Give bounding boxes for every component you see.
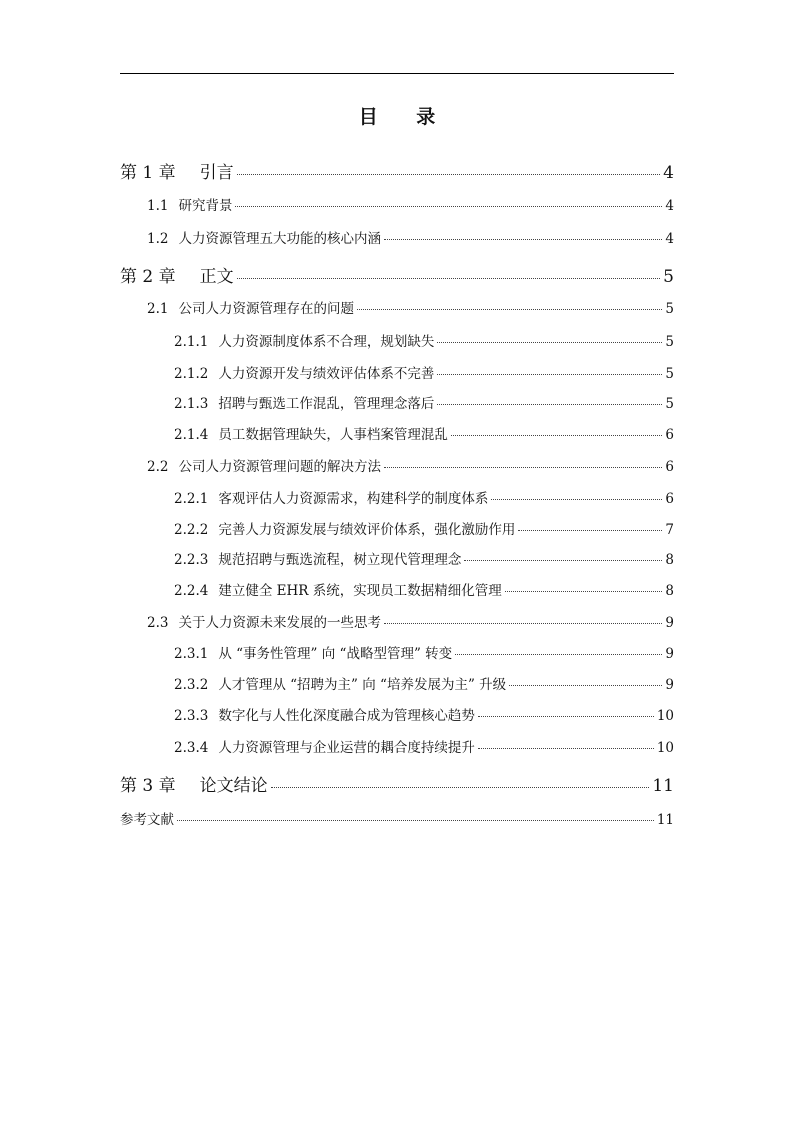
toc-entry-label xyxy=(147,455,381,475)
toc-entry-number: 第 2 章 xyxy=(120,267,176,287)
toc-page-number: 6 xyxy=(665,459,674,475)
toc-page-number: 10 xyxy=(656,740,674,756)
toc-leader-dots xyxy=(478,748,654,749)
toc-entry-text: 人力资源管理五大功能的核心内涵 xyxy=(178,231,381,247)
toc-entry-number: 1.2 xyxy=(147,231,169,247)
toc-entry-number: 第 3 章 xyxy=(120,776,176,796)
toc-entry[interactable] xyxy=(120,704,674,724)
toc-page-number: 9 xyxy=(665,646,674,662)
toc-entry-label xyxy=(174,518,515,538)
toc-entry[interactable] xyxy=(120,579,674,599)
toc-entry[interactable] xyxy=(120,518,674,538)
toc-entry-number: 2.2.2 xyxy=(174,522,209,538)
toc-entry-label xyxy=(120,158,234,183)
toc-entry-number: 2.2.3 xyxy=(174,552,209,568)
toc-leader-dots xyxy=(437,374,662,375)
toc-entry-text: 规范招聘与甄选流程，树立现代管理理念 xyxy=(218,552,462,568)
toc-entry-text: 建立健全 EHR 系统，实现员工数据精细化管理 xyxy=(218,583,502,599)
toc-leader-dots xyxy=(357,309,662,310)
toc-page-number: 8 xyxy=(665,583,674,599)
toc-entry-text: 人才管理从 “招聘为主” 向 “培养发展为主” 升级 xyxy=(218,677,507,693)
toc-entry[interactable] xyxy=(120,392,674,412)
toc-entry-label xyxy=(120,771,268,796)
toc-entry[interactable] xyxy=(120,158,674,183)
toc-entry-label xyxy=(174,548,461,568)
toc-leader-dots xyxy=(464,560,662,561)
toc-entry-number: 2.1.3 xyxy=(174,396,209,412)
toc-entry-number: 2.3.1 xyxy=(174,646,209,662)
toc-entry-label xyxy=(174,704,475,724)
toc-entry[interactable] xyxy=(120,548,674,568)
toc-entry-text: 从 “事务性管理” 向 “战略型管理” 转变 xyxy=(218,646,453,662)
toc-page-number: 4 xyxy=(663,163,674,183)
toc-entry[interactable] xyxy=(120,423,674,443)
toc-entry-number: 第 1 章 xyxy=(120,163,176,183)
toc-entry[interactable] xyxy=(120,297,674,317)
toc-leader-dots xyxy=(384,239,662,240)
toc-page-number: 4 xyxy=(665,231,674,247)
toc-entry-text: 公司人力资源管理问题的解决方法 xyxy=(178,459,381,475)
toc-page-number: 5 xyxy=(665,366,674,382)
toc-entry-number: 2.2.1 xyxy=(174,491,209,507)
header-rule xyxy=(120,73,674,74)
toc-entry-text: 参考文献 xyxy=(120,812,174,828)
toc-entry-number: 2.1 xyxy=(147,301,169,317)
toc-entry-label xyxy=(120,262,234,287)
toc-entry-text: 公司人力资源管理存在的问题 xyxy=(178,301,354,317)
toc-entry-text: 研究背景 xyxy=(178,198,233,214)
toc-entry[interactable] xyxy=(120,487,674,507)
toc-leader-dots xyxy=(384,467,662,468)
toc-leader-dots xyxy=(237,278,661,279)
toc-page-number: 5 xyxy=(665,396,674,412)
toc-entry[interactable] xyxy=(120,771,674,796)
toc-leader-dots xyxy=(237,174,661,175)
toc-leader-dots xyxy=(491,499,662,500)
toc-entry[interactable] xyxy=(120,611,674,631)
toc-entry-label xyxy=(147,611,381,631)
toc-entry-text: 完善人力资源发展与绩效评价体系，强化激励作用 xyxy=(218,522,516,538)
toc-entry[interactable] xyxy=(120,330,674,350)
toc-leader-dots xyxy=(271,787,650,788)
toc-page-number: 11 xyxy=(656,812,674,828)
toc-entry-label xyxy=(174,579,502,599)
toc-page-number: 7 xyxy=(665,522,674,538)
toc-entry-label xyxy=(147,227,381,247)
toc-entry[interactable] xyxy=(120,808,674,828)
toc-entry[interactable] xyxy=(120,362,674,382)
toc-page-number: 6 xyxy=(665,491,674,507)
toc-entry-text: 招聘与甄选工作混乱，管理理念落后 xyxy=(218,396,435,412)
toc-leader-dots xyxy=(518,530,662,531)
toc-entry[interactable] xyxy=(120,194,674,214)
toc-entry-label xyxy=(120,808,174,828)
toc-entry-number: 1.1 xyxy=(147,198,169,214)
toc-entry-label xyxy=(174,392,434,412)
toc-page-number: 8 xyxy=(665,552,674,568)
toc-entry[interactable] xyxy=(120,736,674,756)
toc-leader-dots xyxy=(437,342,662,343)
toc-entry-label xyxy=(174,487,488,507)
toc-entry-label xyxy=(174,642,452,662)
toc-page-number: 6 xyxy=(665,427,674,443)
toc-leader-dots xyxy=(478,716,654,717)
toc-entry-text: 人力资源制度体系不合理，规划缺失 xyxy=(218,334,435,350)
toc-leader-dots xyxy=(384,623,662,624)
toc-leader-dots xyxy=(509,685,662,686)
toc-entry-text: 引言 xyxy=(199,163,234,183)
toc-entry-text: 关于人力资源未来发展的一些思考 xyxy=(178,615,381,631)
toc-leader-dots xyxy=(235,206,662,207)
toc-entry-label xyxy=(174,330,434,350)
toc-entry-text: 正文 xyxy=(199,267,234,287)
toc-entry-number: 2.1.2 xyxy=(174,366,209,382)
toc-page-number: 5 xyxy=(663,267,674,287)
toc-entry-label xyxy=(174,736,475,756)
toc-entry-text: 论文结论 xyxy=(199,776,268,796)
toc-entry-label xyxy=(174,423,448,443)
toc-leader-dots xyxy=(455,654,662,655)
toc-entry-label xyxy=(174,362,434,382)
toc-title: 目 录 xyxy=(358,106,452,128)
toc-entry-number: 2.3.2 xyxy=(174,677,209,693)
toc-leader-dots xyxy=(177,820,654,821)
toc-entry[interactable] xyxy=(120,455,674,475)
toc-entry[interactable] xyxy=(120,673,674,693)
toc-leader-dots xyxy=(437,404,662,405)
toc-page-number: 10 xyxy=(656,708,674,724)
toc-entry-text: 员工数据管理缺失，人事档案管理混乱 xyxy=(218,427,448,443)
toc-entry-label xyxy=(147,194,232,214)
toc-entry-number: 2.3.4 xyxy=(174,740,209,756)
toc-entry[interactable] xyxy=(120,227,674,247)
toc-entry-text: 人力资源开发与绩效评估体系不完善 xyxy=(218,366,435,382)
toc-entry-number: 2.2.4 xyxy=(174,583,209,599)
toc-leader-dots xyxy=(505,591,663,592)
toc-entry-text: 数字化与人性化深度融合成为管理核心趋势 xyxy=(218,708,475,724)
toc-entry[interactable] xyxy=(120,642,674,662)
toc-entry-number: 2.2 xyxy=(147,459,169,475)
toc-page-number: 5 xyxy=(665,334,674,350)
toc-entry-label xyxy=(174,673,506,693)
toc-entry-number: 2.3.3 xyxy=(174,708,209,724)
toc-leader-dots xyxy=(451,435,663,436)
toc-entry[interactable] xyxy=(120,262,674,287)
toc-entry-number: 2.1.1 xyxy=(174,334,209,350)
toc-page-number: 11 xyxy=(652,776,674,796)
toc-page-number: 5 xyxy=(665,301,674,317)
toc-entry-label xyxy=(147,297,354,317)
toc-entry-number: 2.1.4 xyxy=(174,427,209,443)
toc-page-number: 9 xyxy=(665,615,674,631)
toc-entry-number: 2.3 xyxy=(147,615,169,631)
toc-entry-text: 人力资源管理与企业运营的耦合度持续提升 xyxy=(218,740,475,756)
toc-page-number: 9 xyxy=(665,677,674,693)
toc-entry-text: 客观评估人力资源需求，构建科学的制度体系 xyxy=(218,491,489,507)
toc-page-number: 4 xyxy=(665,198,674,214)
